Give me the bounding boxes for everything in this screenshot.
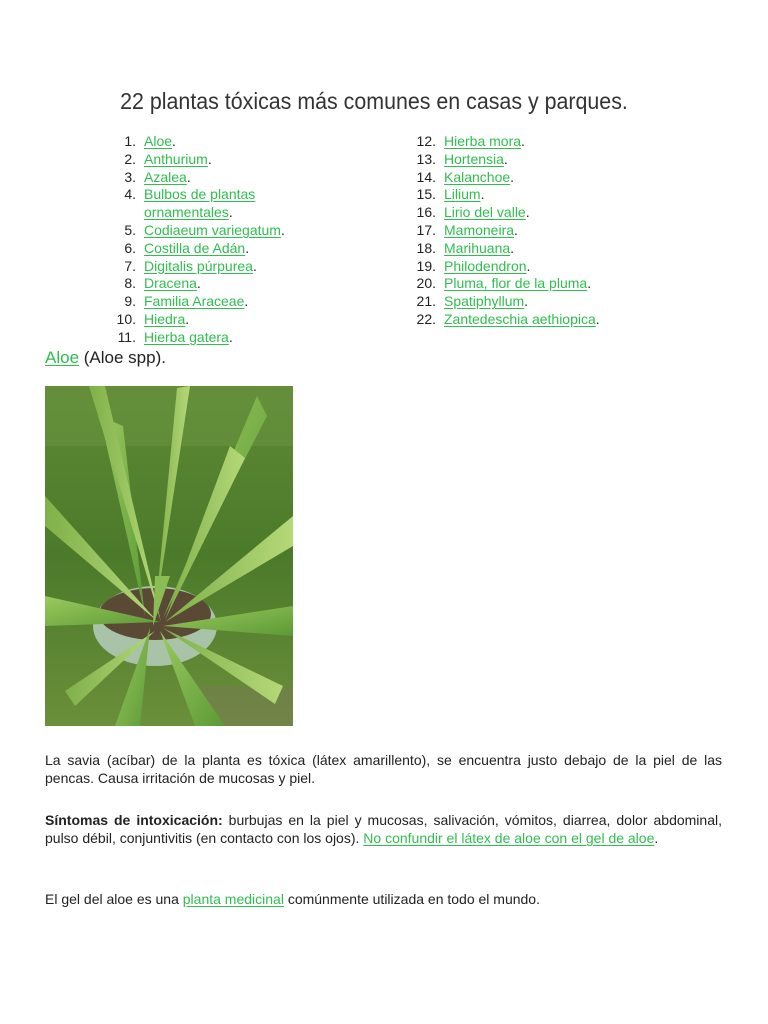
list-item-period: . — [514, 221, 518, 238]
list-item-period: . — [525, 204, 530, 221]
list-item — [124, 257, 344, 276]
list-item-period: . — [521, 133, 525, 149]
list-item-period: . — [244, 293, 249, 310]
list-item-number: 14. — [416, 168, 436, 185]
list-item — [416, 275, 744, 293]
list-item — [117, 328, 344, 347]
aloe-plant-photo — [45, 386, 293, 726]
list-item-number: 22. — [416, 310, 436, 327]
list-item-number: 21. — [416, 293, 436, 310]
list-item — [124, 133, 344, 151]
list-item-period: . — [595, 310, 600, 327]
list-item-number: 5. — [124, 221, 136, 238]
list-item-period: . — [480, 186, 485, 203]
plant-link[interactable]: Pluma, flor de la pluma — [444, 275, 588, 292]
list-item-period: . — [587, 275, 592, 292]
list-item — [124, 275, 344, 293]
gel-paragraph — [45, 890, 722, 908]
plant-link[interactable]: Hiedra — [144, 310, 186, 327]
list-item-number: 8. — [124, 275, 136, 292]
page-title: 22 plantas tóxicas más comunes en casas y parques. — [120, 88, 628, 114]
list-item-period: . — [510, 168, 515, 185]
list-item-number: 13. — [416, 150, 436, 167]
section-heading — [45, 348, 166, 368]
list-item — [416, 204, 744, 222]
gel-text-after: comúnmente utilizada en todo el mundo. — [283, 891, 540, 907]
list-item-number: 3. — [124, 168, 136, 185]
list-item-period: . — [526, 257, 531, 274]
list-item-number: 16. — [416, 204, 436, 221]
list-item-number: 9. — [124, 293, 136, 310]
list-item — [416, 186, 744, 204]
plant-link[interactable]: Lilium — [444, 186, 481, 203]
plant-link[interactable]: Familia Araceae — [144, 293, 245, 310]
plant-link[interactable]: Marihuana — [444, 239, 511, 256]
plant-link[interactable]: Hierba mora — [444, 133, 522, 149]
list-item — [124, 293, 344, 311]
gel-text-before: El gel del aloe es una — [45, 891, 183, 907]
list-item-number: 11. — [117, 328, 136, 345]
list-item-period: . — [510, 239, 515, 256]
symptoms-end: . — [654, 830, 659, 846]
description-paragraph: La savia (acíbar) de la planta es tóxica (látex amarillento), se encuentra justo debajo de la piel de las pencas. Causa irritación de mucosas y piel. — [45, 752, 722, 786]
list-item-number: 10. — [116, 310, 136, 327]
plant-link[interactable]: Hortensia — [444, 150, 504, 167]
list-item-period: . — [228, 204, 233, 221]
list-item — [416, 150, 744, 169]
plant-list-right — [416, 133, 744, 329]
aloe-gel-link[interactable]: No confundir el látex de aloe con el gel de aloe — [363, 830, 655, 846]
plant-link[interactable]: Hierba gatera — [144, 328, 229, 345]
list-item — [124, 221, 344, 240]
list-item-number: 12. — [416, 133, 436, 149]
plant-link[interactable]: Dracena — [144, 275, 197, 292]
list-item — [416, 133, 744, 151]
symptoms-label: Síntomas de intoxicación: — [45, 812, 223, 828]
list-item — [124, 186, 344, 222]
symptoms-paragraph — [45, 811, 722, 847]
medicinal-plant-link[interactable]: planta medicinal — [182, 891, 284, 907]
plant-link[interactable]: Costilla de Adán — [144, 239, 246, 256]
list-item-number: 7. — [124, 257, 136, 274]
plant-link[interactable]: Lirio del valle — [444, 204, 526, 221]
list-item — [416, 310, 744, 329]
list-item-period: . — [228, 328, 233, 345]
plant-link[interactable]: Zantedeschia aethiopica — [444, 310, 596, 327]
list-item — [116, 310, 344, 329]
plant-link[interactable]: Kalanchoe — [444, 168, 511, 185]
list-item — [416, 257, 744, 276]
list-item-period: . — [196, 275, 201, 292]
list-item-number: 18. — [416, 239, 436, 256]
plant-link[interactable]: Bulbos de plantas ornamentales — [144, 186, 256, 221]
list-item-number: 20. — [416, 275, 436, 292]
list-item-period: . — [185, 310, 190, 327]
symptoms-text: burbujas en la piel y mucosas, salivación, vómitos, diarrea, dolor abdominal, pulso débil, conjuntivitis (en contacto con los ojos). — [45, 812, 722, 846]
plant-list-left — [116, 133, 344, 347]
list-item-number: 17. — [416, 221, 436, 238]
plant-link[interactable]: Azalea — [144, 168, 187, 185]
list-item-number: 1. — [124, 133, 136, 149]
list-item-number: 19. — [416, 257, 436, 274]
list-item-number: 15. — [416, 186, 436, 203]
plant-link[interactable]: Anthurium — [144, 150, 208, 167]
plant-link[interactable]: Codiaeum variegatum — [144, 221, 281, 238]
list-item-period: . — [503, 150, 508, 167]
list-item — [416, 221, 744, 240]
list-item-period: . — [524, 293, 529, 310]
plant-link[interactable]: Aloe — [144, 133, 173, 149]
list-item — [416, 168, 744, 187]
section-heading-rest: (Aloe spp). — [79, 348, 166, 367]
section-heading-link[interactable]: Aloe — [45, 348, 80, 367]
list-item-period: . — [280, 221, 285, 238]
list-item — [124, 168, 344, 187]
plant-link[interactable]: Philodendron — [444, 257, 527, 274]
list-item — [124, 239, 344, 258]
list-item-number: 2. — [124, 150, 136, 167]
plant-link[interactable]: Mamoneira — [444, 221, 515, 238]
list-item-period: . — [172, 133, 176, 149]
list-item-period: . — [245, 239, 250, 256]
list-item — [416, 239, 744, 258]
list-item — [124, 150, 344, 169]
list-item-number: 6. — [124, 239, 136, 256]
list-item-period: . — [252, 257, 257, 274]
list-item-period: . — [207, 150, 212, 167]
list-item-period: . — [186, 168, 191, 185]
list-item-number: 4. — [124, 186, 136, 203]
list-item — [416, 293, 744, 311]
plant-link[interactable]: Digitalis púrpurea — [144, 257, 253, 274]
plant-link[interactable]: Spatiphyllum — [444, 293, 525, 310]
